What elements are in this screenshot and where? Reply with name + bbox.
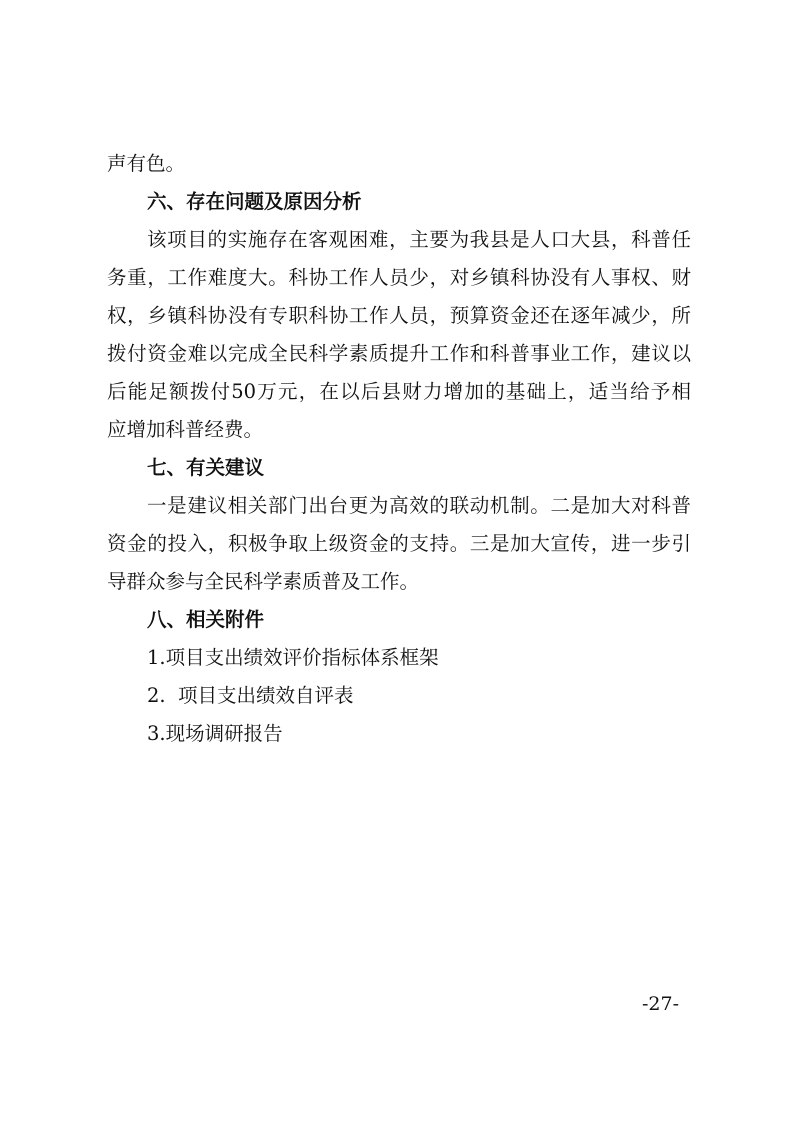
section-6-line-3: 权，乡镇科协没有专职科协工作人员，预算资金还在逐年减少，所 (107, 304, 691, 327)
paragraph-continuation: 声有色。 (107, 152, 186, 175)
section-8-heading: 八、相关附件 (147, 608, 265, 631)
section-7-line-3: 导群众参与全民科学素质普及工作。 (107, 570, 420, 593)
page-number: -27- (642, 993, 680, 1015)
attachment-item-3: 3.现场调研报告 (147, 722, 283, 745)
section-7-line-1: 一是建议相关部门出台更为高效的联动机制。二是加大对科普 (147, 494, 691, 517)
section-6-line-4: 拨付资金难以完成全民科学素质提升工作和科普事业工作，建议以 (107, 342, 691, 365)
attachment-item-1: 1.项目支出绩效评价指标体系框架 (147, 646, 439, 669)
section-6-line-6: 应增加科普经费。 (107, 418, 264, 441)
attachment-item-2: 2. 项目支出绩效自评表 (147, 684, 354, 707)
section-6-heading: 六、存在问题及原因分析 (147, 190, 362, 213)
section-7-line-2: 资金的投入，积极争取上级资金的支持。三是加大宣传，进一步引 (107, 532, 691, 555)
section-6-line-2: 务重，工作难度大。科协工作人员少，对乡镇科协没有人事权、财 (107, 266, 691, 289)
section-6-line-5: 后能足额拨付50万元，在以后县财力增加的基础上，适当给予相 (107, 380, 691, 403)
section-6-line-1: 该项目的实施存在客观困难，主要为我县是人口大县，科普任 (147, 228, 691, 251)
section-7-heading: 七、有关建议 (147, 456, 265, 479)
